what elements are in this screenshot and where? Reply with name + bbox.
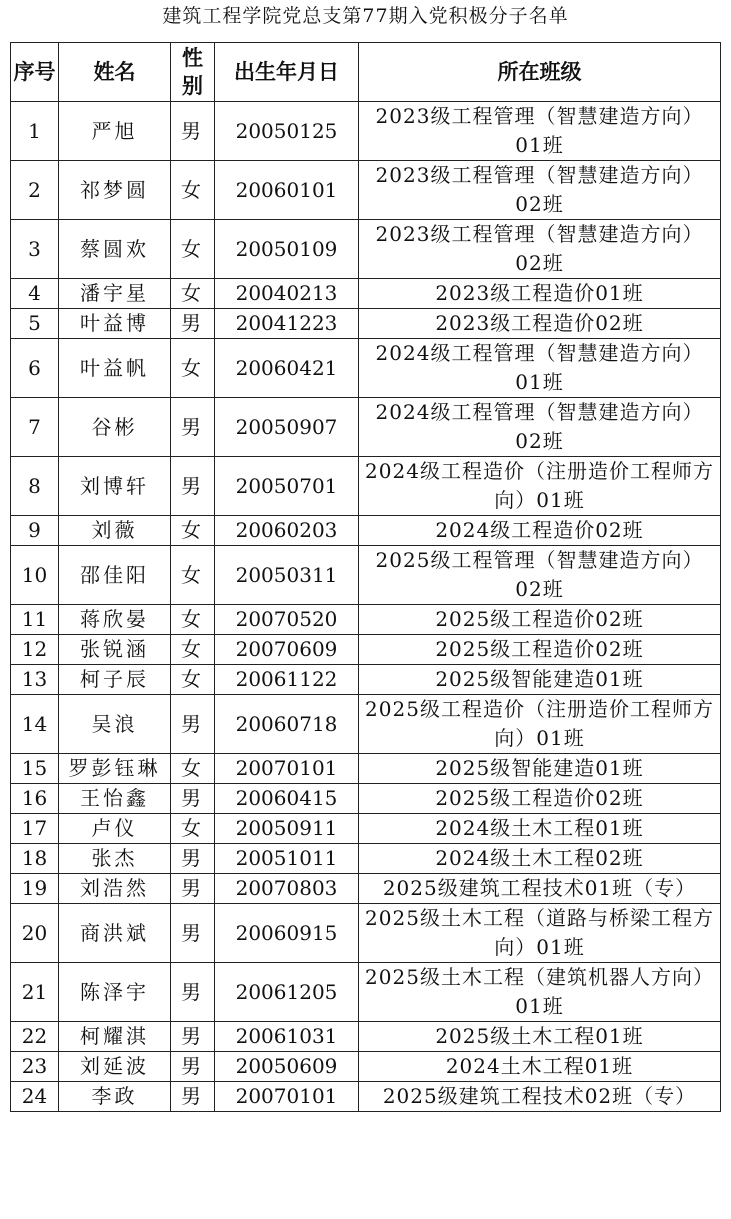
cell-name: 叶益博 — [59, 309, 171, 339]
cell-name: 蔡圆欢 — [59, 220, 171, 279]
cell-gender: 男 — [171, 874, 215, 904]
cell-class: 2025级工程造价02班 — [359, 784, 721, 814]
table-row — [11, 398, 721, 457]
cell-name: 李政 — [59, 1082, 171, 1112]
cell-birth: 20070609 — [215, 635, 359, 665]
cell-name: 严旭 — [59, 102, 171, 161]
cell-gender: 男 — [171, 1022, 215, 1052]
cell-class: 2025级智能建造01班 — [359, 754, 721, 784]
table-row — [11, 161, 721, 220]
header-row — [11, 43, 721, 102]
header-gender: 性别 — [171, 43, 215, 102]
table-row — [11, 844, 721, 874]
cell-no: 1 — [11, 102, 59, 161]
cell-class: 2023级工程造价02班 — [359, 309, 721, 339]
cell-birth: 20060203 — [215, 516, 359, 546]
cell-name: 刘博轩 — [59, 457, 171, 516]
cell-name: 柯耀淇 — [59, 1022, 171, 1052]
cell-gender: 男 — [171, 695, 215, 754]
table-row — [11, 516, 721, 546]
cell-birth: 20050701 — [215, 457, 359, 516]
cell-no: 16 — [11, 784, 59, 814]
cell-class: 2025级工程造价02班 — [359, 605, 721, 635]
cell-name: 罗彭钰琳 — [59, 754, 171, 784]
cell-name: 潘宇星 — [59, 279, 171, 309]
table-row — [11, 665, 721, 695]
header-name: 姓名 — [59, 43, 171, 102]
cell-name: 邵佳阳 — [59, 546, 171, 605]
cell-class: 2023级工程管理（智慧建造方向）02班 — [359, 220, 721, 279]
cell-birth: 20061031 — [215, 1022, 359, 1052]
cell-no: 20 — [11, 904, 59, 963]
cell-gender: 男 — [171, 784, 215, 814]
cell-no: 8 — [11, 457, 59, 516]
cell-birth: 20050109 — [215, 220, 359, 279]
cell-gender: 男 — [171, 1052, 215, 1082]
table-row — [11, 1022, 721, 1052]
table-row — [11, 784, 721, 814]
cell-birth: 20040213 — [215, 279, 359, 309]
cell-gender: 女 — [171, 279, 215, 309]
cell-birth: 20050609 — [215, 1052, 359, 1082]
cell-no: 7 — [11, 398, 59, 457]
table-row — [11, 963, 721, 1022]
cell-birth: 20070803 — [215, 874, 359, 904]
cell-birth: 20050311 — [215, 546, 359, 605]
cell-birth: 20061205 — [215, 963, 359, 1022]
cell-gender: 女 — [171, 754, 215, 784]
cell-no: 13 — [11, 665, 59, 695]
header-no: 序号 — [11, 43, 59, 102]
cell-no: 12 — [11, 635, 59, 665]
header-birth: 出生年月日 — [215, 43, 359, 102]
cell-no: 19 — [11, 874, 59, 904]
cell-class: 2024级工程造价02班 — [359, 516, 721, 546]
table-row — [11, 220, 721, 279]
cell-birth: 20060415 — [215, 784, 359, 814]
cell-birth: 20051011 — [215, 844, 359, 874]
header-class: 所在班级 — [359, 43, 721, 102]
cell-name: 吴浪 — [59, 695, 171, 754]
table-row — [11, 102, 721, 161]
cell-class: 2025级土木工程01班 — [359, 1022, 721, 1052]
cell-class: 2024级工程管理（智慧建造方向）02班 — [359, 398, 721, 457]
table-row — [11, 1082, 721, 1112]
cell-gender: 男 — [171, 1082, 215, 1112]
cell-no: 6 — [11, 339, 59, 398]
cell-no: 24 — [11, 1082, 59, 1112]
cell-gender: 女 — [171, 665, 215, 695]
cell-name: 刘浩然 — [59, 874, 171, 904]
cell-birth: 20070101 — [215, 1082, 359, 1112]
table-row — [11, 814, 721, 844]
cell-class: 2024级土木工程01班 — [359, 814, 721, 844]
roster-table — [10, 42, 721, 1112]
cell-gender: 女 — [171, 339, 215, 398]
cell-name: 卢仪 — [59, 814, 171, 844]
cell-gender: 男 — [171, 963, 215, 1022]
cell-class: 2025级土木工程（道路与桥梁工程方向）01班 — [359, 904, 721, 963]
cell-class: 2024级工程造价（注册造价工程师方向）01班 — [359, 457, 721, 516]
table-row — [11, 339, 721, 398]
cell-name: 叶益帆 — [59, 339, 171, 398]
cell-name: 刘薇 — [59, 516, 171, 546]
document-title: 建筑工程学院党总支第77期入党积极分子名单 — [162, 5, 569, 27]
cell-birth: 20061122 — [215, 665, 359, 695]
cell-class: 2025级建筑工程技术01班（专） — [359, 874, 721, 904]
cell-gender: 女 — [171, 220, 215, 279]
cell-gender: 女 — [171, 605, 215, 635]
cell-gender: 男 — [171, 844, 215, 874]
cell-gender: 女 — [171, 161, 215, 220]
table-row — [11, 904, 721, 963]
cell-birth: 20050911 — [215, 814, 359, 844]
cell-class: 2024级工程管理（智慧建造方向）01班 — [359, 339, 721, 398]
cell-name: 张杰 — [59, 844, 171, 874]
table-row — [11, 1052, 721, 1082]
cell-no: 10 — [11, 546, 59, 605]
cell-name: 谷彬 — [59, 398, 171, 457]
cell-class: 2025级智能建造01班 — [359, 665, 721, 695]
cell-gender: 男 — [171, 309, 215, 339]
cell-class: 2025级建筑工程技术02班（专） — [359, 1082, 721, 1112]
cell-gender: 男 — [171, 904, 215, 963]
cell-name: 柯子辰 — [59, 665, 171, 695]
cell-birth: 20070520 — [215, 605, 359, 635]
cell-name: 祁梦圆 — [59, 161, 171, 220]
cell-name: 张锐涵 — [59, 635, 171, 665]
cell-birth: 20070101 — [215, 754, 359, 784]
cell-birth: 20050125 — [215, 102, 359, 161]
cell-no: 2 — [11, 161, 59, 220]
cell-gender: 男 — [171, 457, 215, 516]
cell-no: 22 — [11, 1022, 59, 1052]
cell-no: 21 — [11, 963, 59, 1022]
table-row — [11, 695, 721, 754]
cell-class: 2025级工程造价02班 — [359, 635, 721, 665]
cell-birth: 20060421 — [215, 339, 359, 398]
cell-class: 2024土木工程01班 — [359, 1052, 721, 1082]
cell-name: 陈泽宇 — [59, 963, 171, 1022]
table-row — [11, 279, 721, 309]
table-row — [11, 309, 721, 339]
cell-no: 9 — [11, 516, 59, 546]
cell-name: 蒋欣晏 — [59, 605, 171, 635]
cell-gender: 男 — [171, 102, 215, 161]
cell-no: 11 — [11, 605, 59, 635]
cell-gender: 女 — [171, 516, 215, 546]
cell-name: 刘延波 — [59, 1052, 171, 1082]
cell-class: 2024级土木工程02班 — [359, 844, 721, 874]
roster-body — [11, 102, 721, 1112]
cell-class: 2023级工程管理（智慧建造方向）02班 — [359, 161, 721, 220]
cell-gender: 男 — [171, 398, 215, 457]
cell-no: 5 — [11, 309, 59, 339]
cell-birth: 20060718 — [215, 695, 359, 754]
table-row — [11, 754, 721, 784]
cell-gender: 女 — [171, 814, 215, 844]
cell-birth: 20050907 — [215, 398, 359, 457]
cell-class: 2023级工程管理（智慧建造方向）01班 — [359, 102, 721, 161]
cell-class: 2025级工程管理（智慧建造方向）02班 — [359, 546, 721, 605]
cell-no: 3 — [11, 220, 59, 279]
cell-gender: 女 — [171, 635, 215, 665]
table-row — [11, 546, 721, 605]
cell-class: 2025级土木工程（建筑机器人方向）01班 — [359, 963, 721, 1022]
cell-no: 4 — [11, 279, 59, 309]
cell-name: 王怡鑫 — [59, 784, 171, 814]
cell-no: 18 — [11, 844, 59, 874]
cell-no: 14 — [11, 695, 59, 754]
cell-no: 15 — [11, 754, 59, 784]
cell-birth: 20060101 — [215, 161, 359, 220]
cell-class: 2023级工程造价01班 — [359, 279, 721, 309]
table-row — [11, 605, 721, 635]
table-row — [11, 635, 721, 665]
cell-gender: 女 — [171, 546, 215, 605]
cell-name: 商洪斌 — [59, 904, 171, 963]
cell-birth: 20041223 — [215, 309, 359, 339]
table-row — [11, 874, 721, 904]
table-row — [11, 457, 721, 516]
cell-no: 23 — [11, 1052, 59, 1082]
cell-class: 2025级工程造价（注册造价工程师方向）01班 — [359, 695, 721, 754]
cell-birth: 20060915 — [215, 904, 359, 963]
cell-no: 17 — [11, 814, 59, 844]
